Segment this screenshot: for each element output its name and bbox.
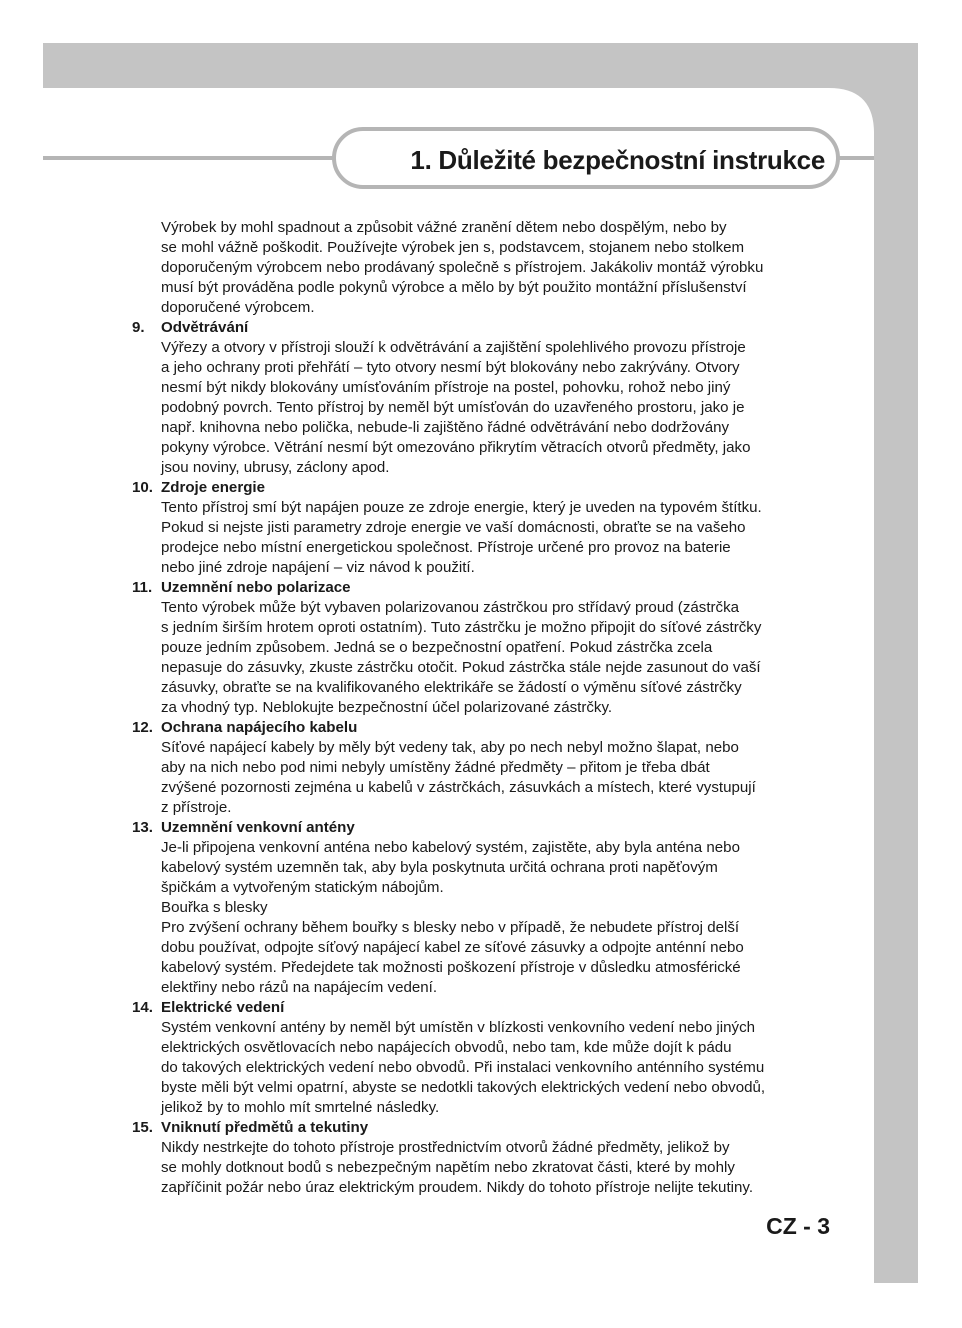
text-line: pokyny výrobce. Větrání nesmí být omezováno přikrytím větracích otvorů předměty, jako (161, 439, 751, 456)
section-text (132, 338, 837, 478)
section-number: 11. (132, 579, 153, 596)
section-title: Uzemnění nebo polarizace (161, 579, 351, 596)
document-body (132, 218, 837, 1198)
section-number: 10. (132, 479, 153, 496)
text-line: zvýšené pozornosti zejména u kabelů v zástrčkách, zásuvkách a místech, které vystupují (161, 779, 756, 796)
text-line: Tento výrobek může být vybaven polarizovanou zástrčkou pro střídavý proud (zástrčka (161, 599, 740, 616)
page-number: CZ - 3 (766, 1213, 830, 1239)
section-13-antenna-grounding (132, 818, 837, 998)
text-line: jsou noviny, ubrusy, záclony apod. (161, 459, 390, 476)
section-title: Elektrické vedení (161, 999, 285, 1016)
section-number: 14. (132, 999, 153, 1016)
text-line: elektřiny nebo rázů na napájecím vedení. (161, 979, 438, 996)
text-line: nesmí být nikdy blokovány umísťováním přístroje na postel, pohovku, rohož nebo jiný (161, 379, 731, 396)
text-line: dobu používat, odpojte síťový napájecí kabel ze síťové zásuvky a odpojte anténní nebo (161, 939, 744, 956)
text-line: doporučeným výrobcem nebo prodávaný společně s přístrojem. Jakákoliv montáž výrobku (161, 259, 764, 276)
text-line: např. knihovna nebo polička, nebude-li zajištěno řádné odvětrávání nebo dodržovány (161, 419, 730, 436)
text-line: Výřezy a otvory v přístroji slouží k odvětrávání a zajištění spolehlivého provozu přístroje (161, 339, 746, 356)
section-text (132, 1018, 837, 1118)
text-line: nepasuje do zásuvky, zkuste zástrčku otočit. Pokud zástrčka stále nejde zasunout do vaší (161, 659, 761, 676)
text-line: za vhodný typ. Neblokujte bezpečnostní účel polarizované zástrčky. (161, 699, 613, 716)
text-line: doporučené výrobcem. (161, 299, 315, 316)
text-line: Pokud si nejste jisti parametry zdroje energie ve vaší domácnosti, obraťte se na vašeho (161, 519, 746, 536)
text-line: Pro zvýšení ochrany během bouřky s blesky nebo v případě, že nebudete přístroj delší (161, 919, 740, 936)
section-number: 9. (132, 319, 145, 336)
text-line: kabelový systém. Předejdete tak možnosti poškození přístroje v důsledku atmosférické (161, 959, 741, 976)
text-line: pouze jedním způsobem. Jedná se o bezpečnostní opatření. Pokud zástrčka zcela (161, 639, 713, 656)
section-text (132, 598, 837, 718)
text-line: Bouřka s blesky (161, 899, 268, 916)
text-line: zapříčinit požár nebo úraz elektrickým proudem. Nikdy do tohoto přístroje nelijte tekutiny. (161, 1179, 754, 1196)
text-line: aby na nich nebo pod nimi nebyly umístěny žádné předměty – přitom je třeba dbát (161, 759, 710, 776)
text-line: Nikdy nestrkejte do tohoto přístroje prostřednictvím otvorů žádné předměty, jelikož by (161, 1139, 730, 1156)
text-line: do takových elektrických vedení nebo obvodů. Při instalaci venkovního anténního systému (161, 1059, 765, 1076)
text-line: byste měli být velmi opatrní, abyste se nedotkli takových elektrických vedení nebo obvodů, (161, 1079, 766, 1096)
text-line: s jedním širším hrotem oproti ostatním). Tuto zástrčku je možno připojit do síťové zástrčky (161, 619, 762, 636)
section-text (132, 1138, 837, 1198)
section-text (132, 738, 837, 818)
text-line: Systém venkovní antény by neměl být umístěn v blízkosti venkovního vedení nebo jiných (161, 1019, 756, 1036)
text-line: se mohly dotknout bodů s nebezpečným napětím nebo zkratovat části, které by mohly (161, 1159, 735, 1176)
section-10-power-sources (132, 478, 837, 578)
section-number: 13. (132, 819, 153, 836)
text-line: špičkám a vytvořeným statickým nábojům. (161, 879, 444, 896)
text-line: musí být prováděna podle pokynů výrobce a mělo by být použito montážní příslušenství (161, 279, 747, 296)
text-line: Výrobek by mohl spadnout a způsobit vážné zranění dětem nebo dospělým, nebo by (161, 219, 727, 236)
text-line: nebo jiné zdroje napájení – viz návod k použití. (161, 559, 475, 576)
text-line: Tento přístroj smí být napájen pouze ze zdroje energie, který je uveden na typovém štítku. (161, 499, 762, 516)
section-text (132, 838, 837, 998)
intro-paragraph (132, 218, 837, 318)
section-15-object-liquid-entry (132, 1118, 837, 1198)
section-14-power-lines (132, 998, 837, 1118)
text-line: podobný povrch. Tento přístroj by neměl být umísťován do uzavřeného prostoru, jako je (161, 399, 745, 416)
text-line: se mohl vážně poškodit. Používejte výrobek jen s, podstavcem, stojanem nebo stolkem (161, 239, 745, 256)
section-number: 15. (132, 1119, 153, 1136)
text-line: Síťové napájecí kabely by měly být vedeny tak, aby po nech nebyl možno šlapat, nebo (161, 739, 739, 756)
text-line: a jeho ochrany proti přehřátí – tyto otvory nesmí být blokovány nebo zakrývány. Otvory (161, 359, 740, 376)
text-line: zásuvky, obraťte se na kvalifikovaného elektrikáře se žádostí o výměnu síťové zástrčky (161, 679, 742, 696)
section-title: Odvětrávání (161, 319, 249, 336)
text-line: Je-li připojena venkovní anténa nebo kabelový systém, zajistěte, aby byla anténa nebo (161, 839, 740, 856)
section-title: Vniknutí předmětů a tekutiny (161, 1119, 369, 1136)
text-line: jelikož by to mohlo mít smrtelné následky. (161, 1099, 440, 1116)
section-12-power-cord-protection (132, 718, 837, 818)
section-number: 12. (132, 719, 153, 736)
text-line: elektrických osvětlovacích nebo napájecích obvodů, nebo tam, kde může dojít k pádu (161, 1039, 732, 1056)
text-line: z přístroje. (161, 799, 232, 816)
text-line: kabelový systém uzemněn tak, aby byla poskytnuta určitá ochrana proti napěťovým (161, 859, 718, 876)
section-11-grounding-polarization (132, 578, 837, 718)
section-title: Ochrana napájecího kabelu (161, 719, 358, 736)
section-9-ventilation (132, 318, 837, 478)
section-text (132, 498, 837, 578)
section-title: Uzemnění venkovní antény (161, 819, 355, 836)
section-title: Zdroje energie (161, 479, 266, 496)
page-title: 1. Důležité bezpečnostní instrukce (410, 145, 825, 175)
text-line: prodejce nebo místní energetickou společnost. Přístroje určené pro provoz na baterie (161, 539, 731, 556)
